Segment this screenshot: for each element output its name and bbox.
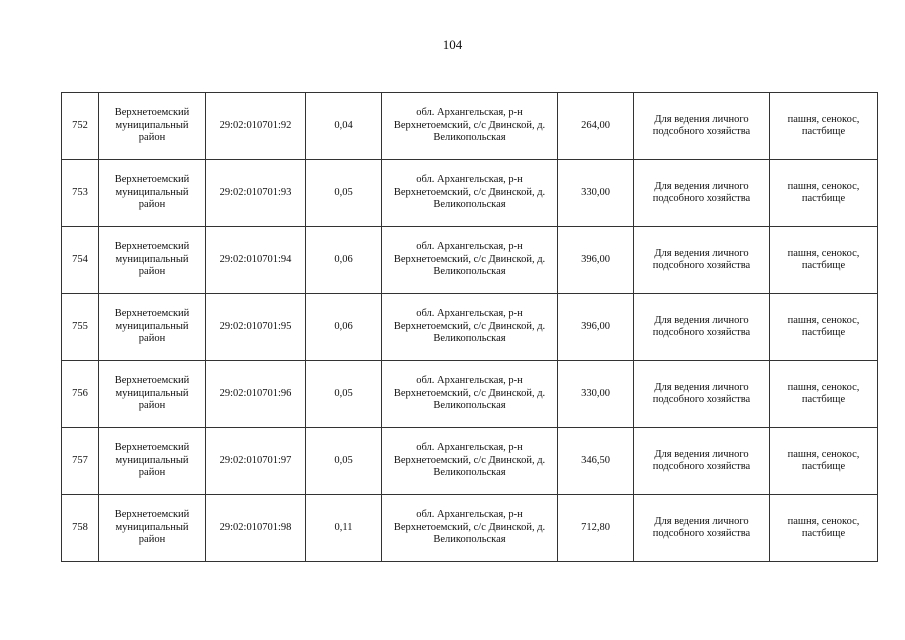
value-cell: 712,80	[558, 495, 634, 562]
cadastral-number-cell: 29:02:010701:94	[206, 227, 306, 294]
land-use-cell: пашня, сенокос, пастбище	[770, 495, 878, 562]
district-cell: Верхнетоемский муниципальный район	[99, 361, 206, 428]
value-cell: 346,50	[558, 428, 634, 495]
cadastral-number-cell: 29:02:010701:92	[206, 93, 306, 160]
row-number-cell: 754	[62, 227, 99, 294]
district-cell: Верхнетоемский муниципальный район	[99, 428, 206, 495]
address-cell: обл. Архангельская, р-н Верхнетоемский, с/с Двинской, д. Великопольская	[382, 160, 558, 227]
row-number-cell: 756	[62, 361, 99, 428]
area-cell: 0,06	[306, 227, 382, 294]
cadastral-number-cell: 29:02:010701:93	[206, 160, 306, 227]
row-number-cell: 752	[62, 93, 99, 160]
purpose-cell: Для ведения личного подсобного хозяйства	[634, 93, 770, 160]
address-cell: обл. Архангельская, р-н Верхнетоемский, с/с Двинской, д. Великопольская	[382, 361, 558, 428]
land-use-cell: пашня, сенокос, пастбище	[770, 160, 878, 227]
area-cell: 0,05	[306, 428, 382, 495]
value-cell: 264,00	[558, 93, 634, 160]
page-number: 104	[442, 37, 463, 52]
cadastral-number-cell: 29:02:010701:95	[206, 294, 306, 361]
land-plot-table	[61, 92, 878, 562]
land-use-cell: пашня, сенокос, пастбище	[770, 227, 878, 294]
row-number-cell: 758	[62, 495, 99, 562]
land-use-cell: пашня, сенокос, пастбище	[770, 428, 878, 495]
table-row	[62, 93, 878, 160]
cadastral-number-cell: 29:02:010701:97	[206, 428, 306, 495]
address-cell: обл. Архангельская, р-н Верхнетоемский, с/с Двинской, д. Великопольская	[382, 227, 558, 294]
address-cell: обл. Архангельская, р-н Верхнетоемский, с/с Двинской, д. Великопольская	[382, 495, 558, 562]
value-cell: 330,00	[558, 361, 634, 428]
district-cell: Верхнетоемский муниципальный район	[99, 160, 206, 227]
district-cell: Верхнетоемский муниципальный район	[99, 227, 206, 294]
address-cell: обл. Архангельская, р-н Верхнетоемский, с/с Двинской, д. Великопольская	[382, 93, 558, 160]
value-cell: 396,00	[558, 227, 634, 294]
area-cell: 0,05	[306, 160, 382, 227]
table-row	[62, 495, 878, 562]
address-cell: обл. Архангельская, р-н Верхнетоемский, с/с Двинской, д. Великопольская	[382, 294, 558, 361]
land-use-cell: пашня, сенокос, пастбище	[770, 93, 878, 160]
district-cell: Верхнетоемский муниципальный район	[99, 495, 206, 562]
area-cell: 0,04	[306, 93, 382, 160]
purpose-cell: Для ведения личного подсобного хозяйства	[634, 428, 770, 495]
table-row	[62, 428, 878, 495]
row-number-cell: 757	[62, 428, 99, 495]
address-cell: обл. Архангельская, р-н Верхнетоемский, с/с Двинской, д. Великопольская	[382, 428, 558, 495]
table-row	[62, 294, 878, 361]
purpose-cell: Для ведения личного подсобного хозяйства	[634, 294, 770, 361]
table-body	[62, 93, 878, 562]
table-row	[62, 361, 878, 428]
area-cell: 0,05	[306, 361, 382, 428]
land-use-cell: пашня, сенокос, пастбище	[770, 361, 878, 428]
cadastral-number-cell: 29:02:010701:96	[206, 361, 306, 428]
purpose-cell: Для ведения личного подсобного хозяйства	[634, 160, 770, 227]
value-cell: 396,00	[558, 294, 634, 361]
row-number-cell: 753	[62, 160, 99, 227]
cadastral-number-cell: 29:02:010701:98	[206, 495, 306, 562]
area-cell: 0,06	[306, 294, 382, 361]
row-number-cell: 755	[62, 294, 99, 361]
purpose-cell: Для ведения личного подсобного хозяйства	[634, 227, 770, 294]
table-row	[62, 227, 878, 294]
land-use-cell: пашня, сенокос, пастбище	[770, 294, 878, 361]
table-row	[62, 160, 878, 227]
district-cell: Верхнетоемский муниципальный район	[99, 294, 206, 361]
purpose-cell: Для ведения личного подсобного хозяйства	[634, 495, 770, 562]
value-cell: 330,00	[558, 160, 634, 227]
purpose-cell: Для ведения личного подсобного хозяйства	[634, 361, 770, 428]
district-cell: Верхнетоемский муниципальный район	[99, 93, 206, 160]
area-cell: 0,11	[306, 495, 382, 562]
